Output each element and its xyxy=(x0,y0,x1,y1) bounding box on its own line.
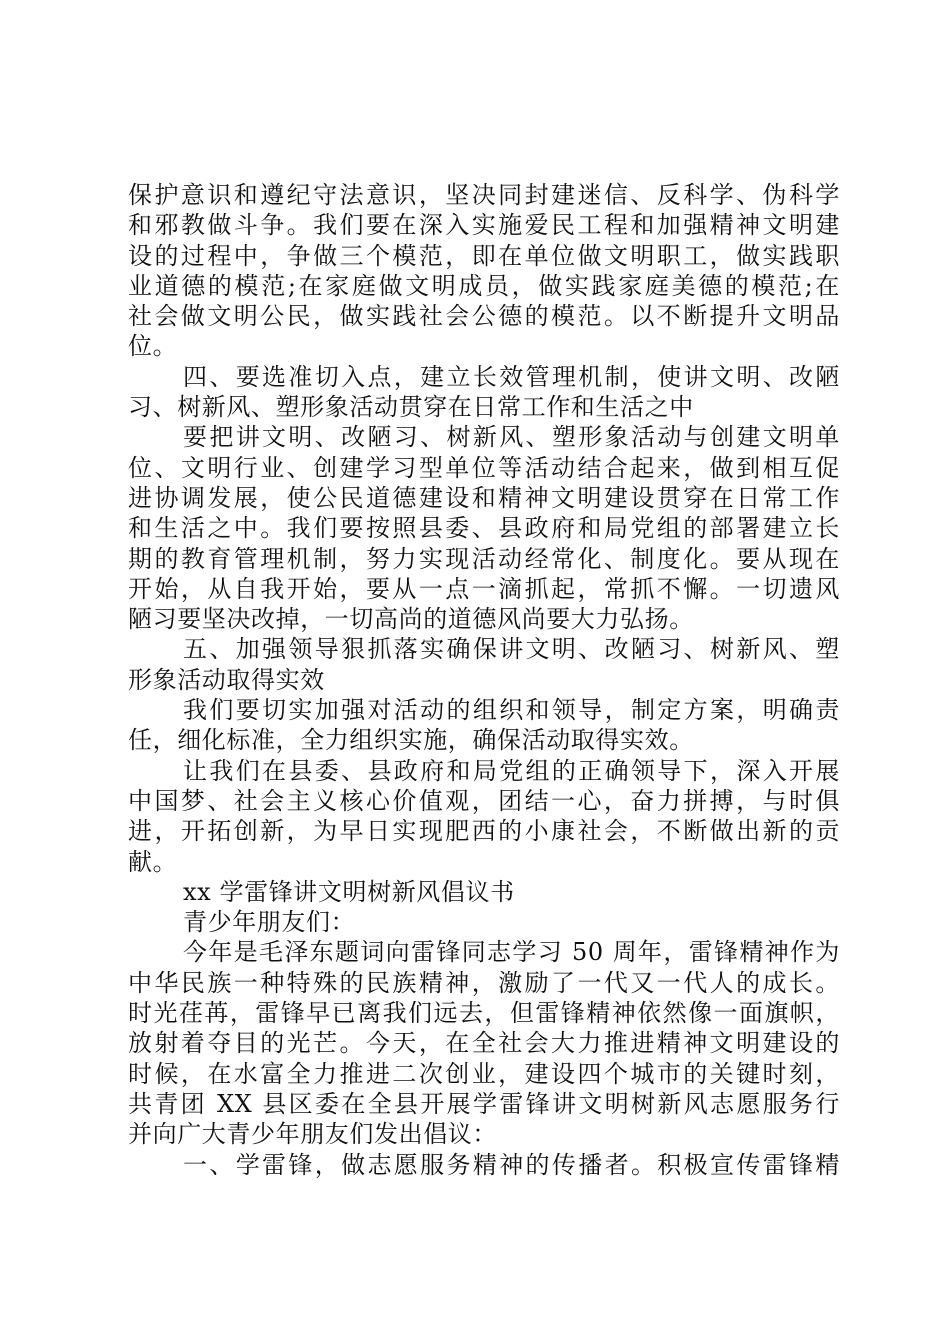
text-line: 中国梦、社会主义核心价值观，团结一心，奋力拼搏，与时俱 xyxy=(128,786,840,815)
text-line: 并向广大青少年朋友们发出倡议： xyxy=(128,1120,497,1149)
text-line: 设的过程中，争做三个模范，即在单位做文明职工，做实践职 xyxy=(128,241,840,270)
text-line: 时候，在水富全力推进二次创业，建设四个城市的关键时刻， xyxy=(128,1059,840,1088)
text-line: 形象活动取得实效 xyxy=(128,665,325,694)
text-line: 和邪教做斗争。我们要在深入实施爱民工程和加强精神文明建 xyxy=(128,211,840,240)
text-line: 位、文明行业、创建学习型单位等活动结合起来，做到相互促 xyxy=(128,453,840,482)
text-line: 中华民族一种特殊的民族精神，激励了一代又一代人的成长。 xyxy=(128,968,840,997)
text-line: 一、学雷锋，做志愿服务精神的传播者。积极宣传雷锋精 xyxy=(183,1150,840,1179)
text-line: 要把讲文明、改陋习、树新风、塑形象活动与创建文明单 xyxy=(183,423,840,452)
document-body xyxy=(128,180,840,1180)
text-line: 今年是毛泽东题词向雷锋同志学习 50 周年，雷锋精神作为 xyxy=(183,938,840,967)
text-line: 让我们在县委、县政府和局党组的正确领导下，深入开展 xyxy=(183,756,840,785)
text-line: xx 学雷锋讲文明树新风倡议书 xyxy=(183,877,515,906)
text-line: 位。 xyxy=(128,332,178,361)
text-line: 任，细化标准，全力组织实施，确保活动取得实效。 xyxy=(128,726,694,755)
text-line: 放射着夺目的光芒。今天，在全社会大力推进精神文明建设的 xyxy=(128,1029,840,1058)
text-line: 时光荏苒，雷锋早已离我们远去，但雷锋精神依然像一面旗帜， xyxy=(128,999,840,1028)
text-line: 共青团 XX 县区委在全县开展学雷锋讲文明树新风志愿服务行 xyxy=(128,1089,840,1118)
text-line: 我们要切实加强对活动的组织和领导，制定方案，明确责 xyxy=(183,696,840,725)
text-line: 五、加强领导狠抓落实确保讲文明、改陋习、树新风、塑 xyxy=(183,635,840,664)
text-line: 青少年朋友们： xyxy=(183,908,356,937)
text-line: 陋习要坚决改掉，一切高尚的道德风尚要大力弘扬。 xyxy=(128,605,694,634)
text-line: 社会做文明公民，做实践社会公德的模范。以不断提升文明品 xyxy=(128,302,840,331)
text-line: 保护意识和遵纪守法意识，坚决同封建迷信、反科学、伪科学 xyxy=(128,181,840,209)
text-line: 开始，从自我开始，要从一点一滴抓起，常抓不懈。一切遗风 xyxy=(128,574,840,603)
text-line: 进，开拓创新，为早日实现肥西的小康社会，不断做出新的贡 xyxy=(128,817,840,846)
text-line: 业道德的模范;在家庭做文明成员，做实践家庭美德的模范;在 xyxy=(128,271,840,300)
text-line: 进协调发展，使公民道德建设和精神文明建设贯穿在日常工作 xyxy=(128,483,840,512)
text-line: 献。 xyxy=(128,847,178,876)
text-line: 和生活之中。我们要按照县委、县政府和局党组的部署建立长 xyxy=(128,514,840,543)
text-line: 期的教育管理机制，努力实现活动经常化、制度化。要从现在 xyxy=(128,544,840,573)
text-line: 习、树新风、塑形象活动贯穿在日常工作和生活之中 xyxy=(128,393,694,422)
text-line: 四、要选准切入点，建立长效管理机制，使讲文明、改陋 xyxy=(183,362,840,391)
